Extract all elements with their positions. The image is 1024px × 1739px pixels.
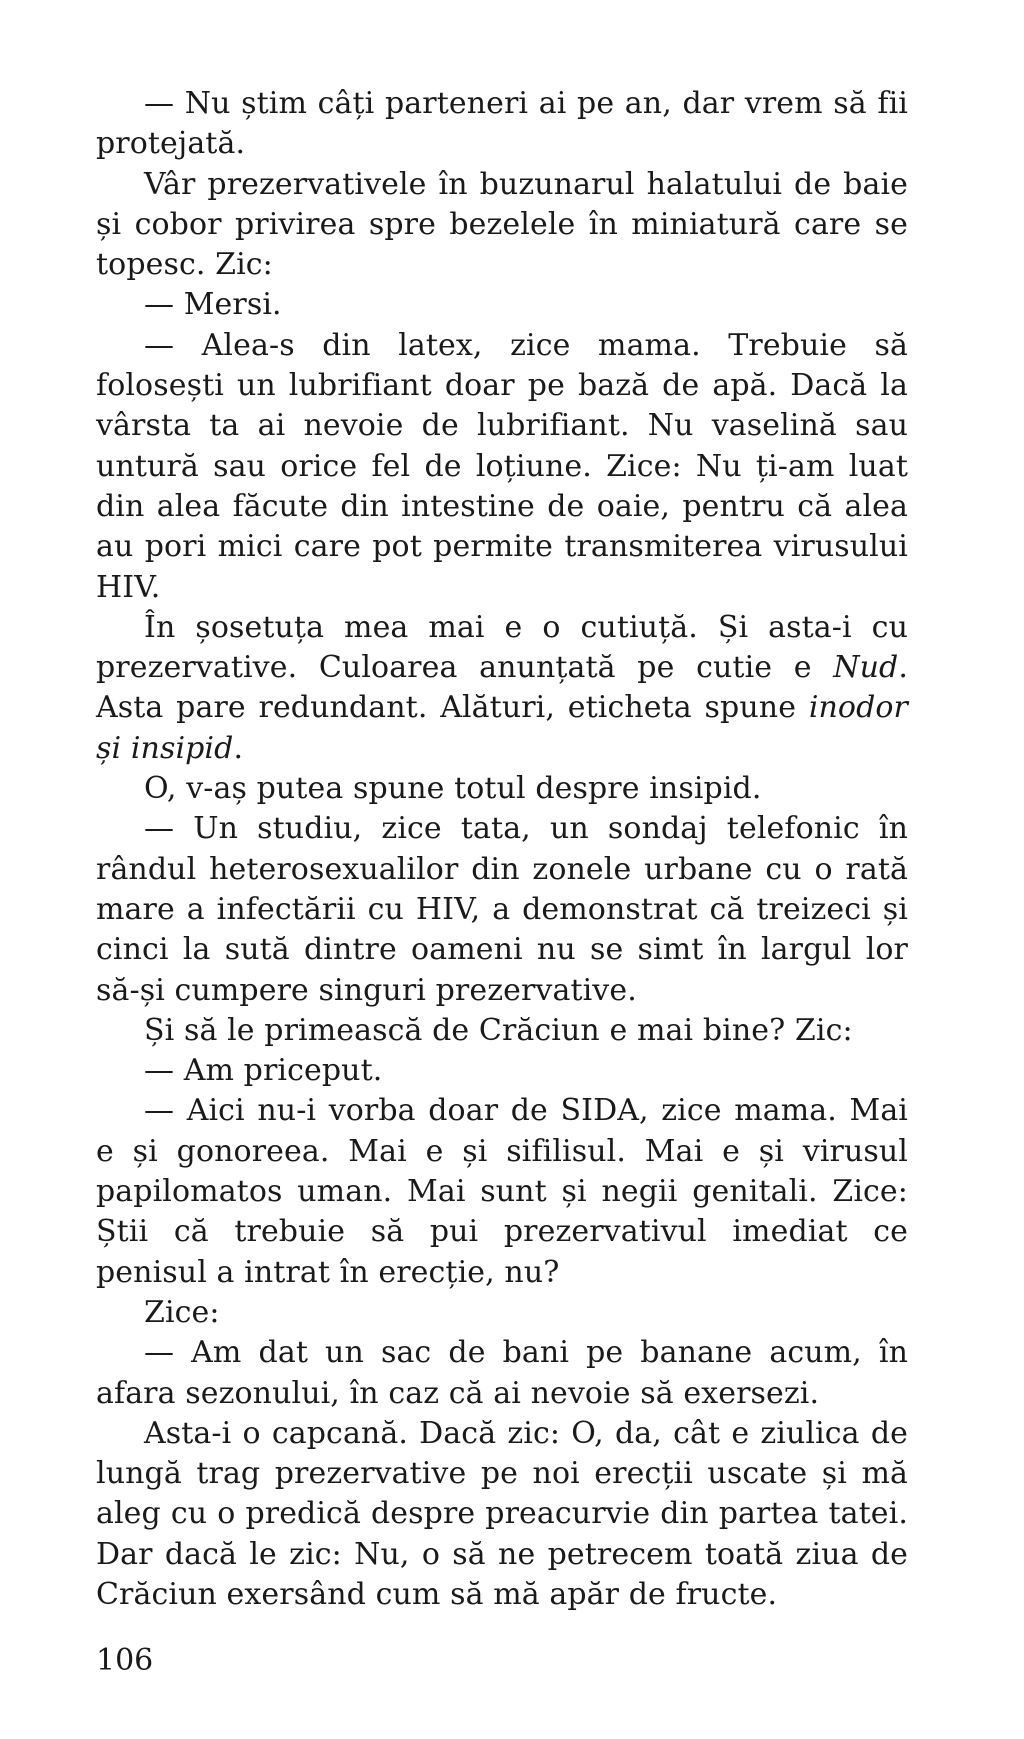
paragraph: Și să le primească de Crăciun e mai bine? Zic:: [144, 1012, 853, 1048]
paragraph: O, v-aș putea spune totul despre insipid.: [144, 771, 762, 807]
book-page-text: [96, 84, 908, 1615]
text-run: În șosetuța mea mai e o cutiuță. Și asta-i cu prezervative. Culoarea anunțată pe cutie e: [96, 609, 908, 686]
paragraph: — Aici nu-i vorba doar de SIDA, zice mama. Mai e și gonoreea. Mai e și sifilisul. Mai e și virusul papilomatos uman. Mai sunt și negii genitali. Zice: Știi că trebuie să pui prezervativul imediat ce penisul a intrat în erecție, nu?: [96, 1093, 908, 1290]
paragraph: [96, 608, 908, 769]
paragraph: Vâr prezervativele în buzunarul halatului de baie și cobor privirea spre bezelele în miniatură care se topesc. Zic:: [96, 166, 908, 283]
paragraph: — Alea-s din latex, zice mama. Trebuie să folosești un lubrifiant doar pe bază de apă. Dacă la vârsta ta ai nevoie de lubrifiant. Nu vaselină sau untură sau orice fel de loțiune. Zice: Nu ți-am luat din alea făcute din intestine de oaie, pentru că alea au pori mici care pot permite transmiterea virusului HIV.: [96, 327, 908, 605]
paragraph: Asta-i o capcană. Dacă zic: O, da, cât e ziulica de lungă trag prezervative pe noi erecții uscate și mă aleg cu o predică despre preacurvie din partea tatei. Dar dacă le zic: Nu, o să ne petrecem toată ziua de Crăciun exersând cum să mă apăr de fructe.: [96, 1415, 908, 1612]
paragraph: — Am priceput.: [144, 1053, 383, 1089]
page-number: 106: [96, 1643, 154, 1678]
italic-text: Nud: [833, 650, 899, 686]
paragraph: — Mersi.: [144, 287, 282, 323]
paragraph: — Am dat un sac de bani pe banane acum, în afara sezonului, în caz că ai nevoie să exersezi.: [96, 1335, 908, 1411]
italic-text: inodor și insipid: [96, 690, 908, 766]
paragraph: — Un studiu, zice tata, un sondaj telefonic în rândul heterosexualilor din zonele urbane cu o rată mare a infectării cu HIV, a demonstrat că treizeci și cinci la sută dintre oameni nu se simt în largul lor să-și cumpere singuri prezervative.: [96, 811, 908, 1008]
text-run: .: [233, 730, 244, 766]
paragraph: — Nu știm câți parteneri ai pe an, dar vrem să fii protejată.: [96, 86, 908, 162]
paragraph: Zice:: [144, 1294, 220, 1330]
text-run: . Asta pare redundant. Alături, eticheta spune: [96, 650, 908, 726]
